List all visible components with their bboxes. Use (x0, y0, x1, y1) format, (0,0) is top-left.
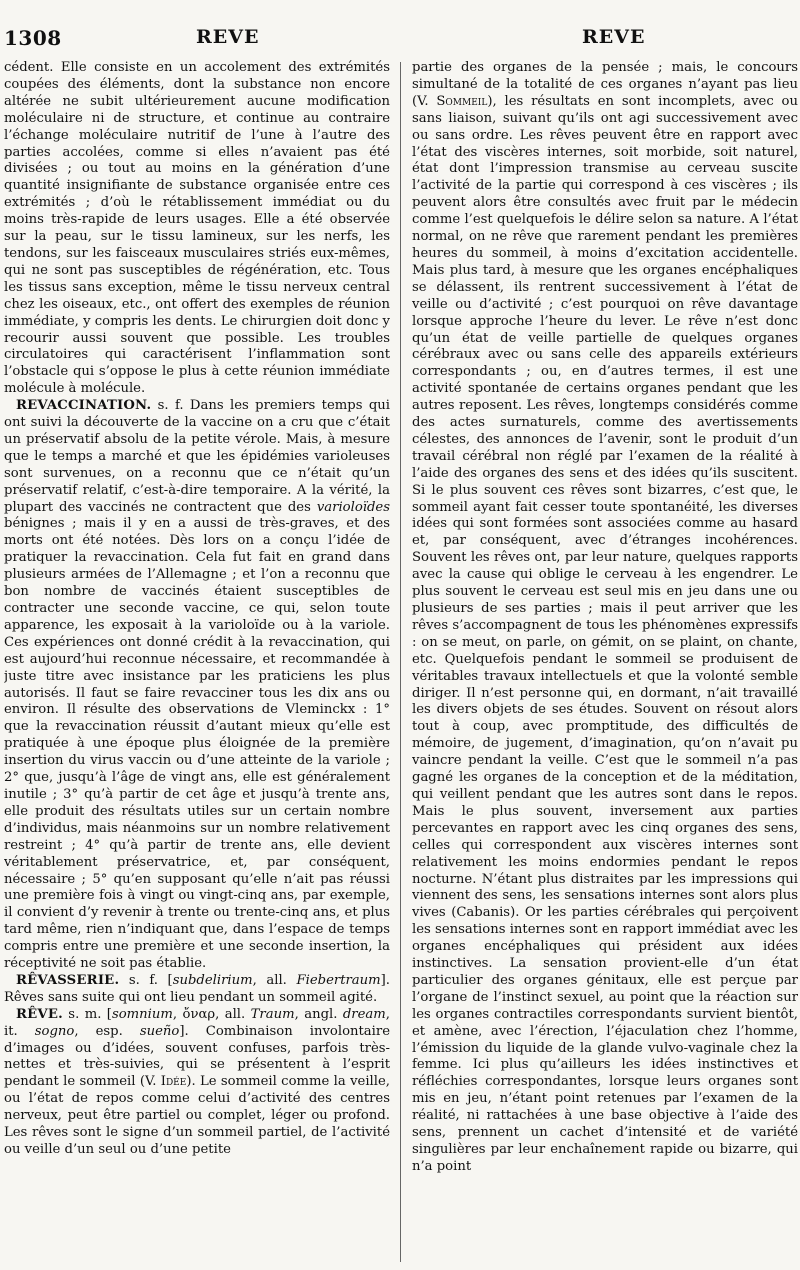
entry-text: , all. (252, 972, 297, 988)
headword-revaccination: REVACCINATION. (16, 398, 152, 414)
entry-reve (4, 1007, 390, 1159)
entry-text: bénignes ; mais il y en a aussi de très-graves, et des morts ont été notées. Dès lors on a conçu l’idée de pratiquer la revaccination. Cela fut fait en grand dans plusieurs armées de l’Allemagne ; et l’on a reconnu que bon nombre de vaccinés étaient susceptibles de contracter une seconde vaccine, ce qui, selon toute apparence, les exposait à la varioloïde ou à la variole. Ces expériences ont donné crédit à la revaccination, qui est aujourd’hui reconnue nécessaire, et recommandée à juste titre avec insistance par les praticiens les plus autorisés. Il faut se faire revacciner tous les dix ans ou environ. Il résulte des observations de Vleminckx : 1° que la revaccination réussit d’autant mieux qu’elle est pratiquée à une époque plus éloignée de la première insertion du virus vaccin ou d’une atteinte de la variole ; 2° que, jusqu’à l’âge de vingt ans, elle est généralement inutile ; 3° qu’à partir de cet âge et jusqu’à trente ans, elle produit des résultats utiles sur un certain nombre d’individus, mais néanmoins sur un nombre relativement restreint ; 4° qu’à partir de trente ans, elle devient véritablement préservatrice, et, par conséquent, nécessaire ; 5° qu’en supposant qu’elle n’ait pas réussi une première fois à vingt ou vingt-cinq ans, par exemple, il convient d’y revenir à trente ou trente-cinq ans, et plus tard même, rien n’indiquant que, dans l’espace de temps compris entre une première et une seconde insertion, la réceptivité ne soit pas établie. (4, 516, 390, 972)
entry-text: ]. Combinaison involontaire d’images ou d’idées, souvent confuses, parfois très-nettes et très-suivies, qui se présentent à l’esprit pendant le sommeil (V. (4, 1023, 390, 1090)
page-number: 1308 (4, 26, 62, 50)
page-header (0, 0, 800, 52)
entry-italic: Traum (250, 1006, 295, 1022)
entry-italic: somnium (111, 1006, 173, 1022)
entry-revaccination (4, 398, 390, 973)
running-head-left: REVE (196, 26, 260, 48)
headword-revasserie: RÊVASSERIE. (16, 972, 120, 988)
entry-italic: sueño (139, 1023, 180, 1039)
entry-italic: sogno (34, 1023, 75, 1039)
headword-reve: RÊVE. (16, 1006, 63, 1022)
entry-text: , esp. (74, 1023, 140, 1039)
running-head-right: REVE (582, 26, 646, 48)
entry-text: ). Le sommeil comme la veille, ou l’état de repos comme celui d’activité des centres nerveux, peut être partiel ou complet, léger ou profond. Les rêves sont le signe d’un sommeil partiel, de l’activité ou veille d’un seul ou d’une petite (4, 1074, 390, 1157)
column-divider (400, 62, 401, 1262)
entry-text: partie des organes de la pensée ; mais, le concours simultané de la totalité de ces organes n’ayant pas lieu (V. (412, 60, 798, 109)
entry-revasserie (4, 973, 390, 1007)
entry-italic: Fiebertraum (296, 972, 381, 988)
entry-italic: varioloïdes (316, 499, 390, 515)
entry-text: s. m. [ (62, 1006, 112, 1022)
continued-paragraph (4, 60, 390, 398)
right-column (412, 60, 798, 1266)
paragraph-text: cédent. Elle consiste en un accolement des extrémités coupées des éléments, dont la substance non encore altérée ne subit ultérieurement aucune modification moléculaire ni de structure, et continue au contraire l’échange moléculaire nutritif de l’une à l’autre des parties accolées, comme si elles n’avaient pas été divisées ; ou tout au moins en la génération d’une quantité insignifiante de substance organisée entre ces extrémités ; d’où le rétablissement immédiat ou du moins très-rapide de leurs usages. Elle a été observée sur la peau, sur le tissu lamineux, sur les nerfs, les tendons, sur les faisceaux musculaires striés eux-mêmes, qui ne sont pas susceptibles de régénération, etc. Tous les tissus sans exception, même le tissu nerveux central chez les oiseaux, etc., ont offert des exemples de réunion immédiate, y compris les dents. Le chirurgien doit donc y recourir aussi souvent que possible. Les troubles circulatoires qui caractérisent l’inflammation sont l’obstacle qui s’oppose le plus à cette réunion immédiate molécule à molécule. (4, 60, 390, 397)
entry-text: s. f. Dans les premiers temps qui ont suivi la découverte de la vaccine on a cru que c’était un préservatif absolu de la petite vérole. Mais, à mesure que le temps a marché et que les épidémies varioleuses sont survenues, on a reconnu que ce n’était qu’un préservatif relatif, c’est-à-dire temporaire. A la vérité, la plupart des vaccinés ne contractent que des (4, 398, 390, 515)
left-column (4, 60, 390, 1266)
entry-italic: subdelirium (172, 972, 253, 988)
entry-text: , it. (4, 1006, 390, 1039)
entry-text: , ὄναρ, all. (172, 1006, 251, 1022)
entry-text: s. f. [ (119, 972, 173, 988)
entry-text: ), les résultats en sont incomplets, avec ou sans liaison, suivant qu’ils ont agi successivement avec ou sans ordre. Les rêves peuvent être en rapport avec l’état des viscères internes, soit morbide, soit naturel, état dont l’impression transmise au cerveau suscite l’activité de la partie qui correspond à ces viscères ; ils peuvent alors être consultés avec fruit par le médecin comme l’est quelquefois le délire selon sa nature. A l’état normal, on ne rêve que rarement pendant les premières heures du sommeil, à moins d’excitation accidentelle. Mais plus tard, à mesure que les organes encéphaliques se délassent, ils rentrent successivement à l’état de veille ou d’activité ; c’est pourquoi on rêve davantage lorsque approche l’heure du lever. Le rêve n’est donc qu’un état de veille partielle de quelques organes cérébraux avec ou sans celle des appareils extérieurs correspondants ; ou, en d’autres termes, il est une activité spontanée de certains organes pendant que les autres reposent. Les rêves, longtemps considérés comme des actes surnaturels, comme des avertissements célestes, des annonces de l’avenir, sont le produit d’un travail cérébral non réglé par l’examen de la réalité à l’aide des organes des sens et des idées qu’ils suscitent. Si le plus souvent ces rêves sont bizarres, c’est que, le sommeil ayant fait cesser toute spontanéité, les diverses idées qui sont formées sont associées comme au hasard et, par conséquent, avec d’étranges incohérences. Souvent les rêves ont, par leur nature, quelques rapports avec la cause qui oblige le cerveau à les engendrer. Le plus souvent le cerveau est seul mis en jeu dans une ou plusieurs de ses parties ; mais il peut arriver que les rêves s’accompagnent de tous les phénomènes expressifs : on se meut, on parle, on gémit, on se plaint, on chante, etc. Quelquefois pendant le sommeil se produisent de véritables travaux intellectuels et que la volonté semble diriger. Il n’est personne qui, en dormant, n’ait travaillé les divers objets de ses études. Souvent on résout alors tout à coup, avec promptitude, des difficultés de mémoire, de jugement, d’imagination, qu’on n’avait pu vaincre pendant la veille. C’est que le sommeil n’a pas gagné les organes de la conception et de la méditation, qui veillent pendant que les autres sont dans le repos. Mais le plus souvent, inversement aux parties percevantes en rapport avec les cinq organes des sens, celles qui correspondent aux viscères internes sont relativement les moins endormies pendant le repos nocturne. N’étant plus distraites par les impressions qui viennent des sens, les sensations internes sont alors plus vives (Cabanis). Or les parties cérébrales qui perçoivent les sensations internes sont en rapport immédiat avec les organes encéphaliques qui président aux idées instinctives. La sensation provient-elle d’un état particulier des organes génitaux, elle est perçue par l’organe de l’instinct sexuel, au point que la réaction sur les organes contractiles correspondants survient bientôt, et amène, avec l’érection, l’éjaculation chez l’homme, l’émission du liquide de la glande vulvo-vaginale chez la femme. Ici plus qu’ailleurs les idées instinctives et réfléchies correspondantes, lorsque leurs organes sont mis en jeu, n’étant point retenues par l’examen de la réalité, ni rattachées à une base objective à l’aide des sens, prennent un cachet d’intensité et de variété singulières par leur enchaînement rapide ou bizarre, qui n’a point (412, 93, 798, 1174)
continued-paragraph (412, 60, 798, 1176)
entry-text: , angl. (294, 1006, 343, 1022)
cross-reference: Sommeil (436, 93, 488, 109)
cross-reference: Idée (160, 1074, 187, 1090)
entry-italic: dream (342, 1006, 386, 1022)
entry-text: ]. Rêves sans suite qui ont lieu pendant un sommeil agité. (4, 972, 390, 1005)
